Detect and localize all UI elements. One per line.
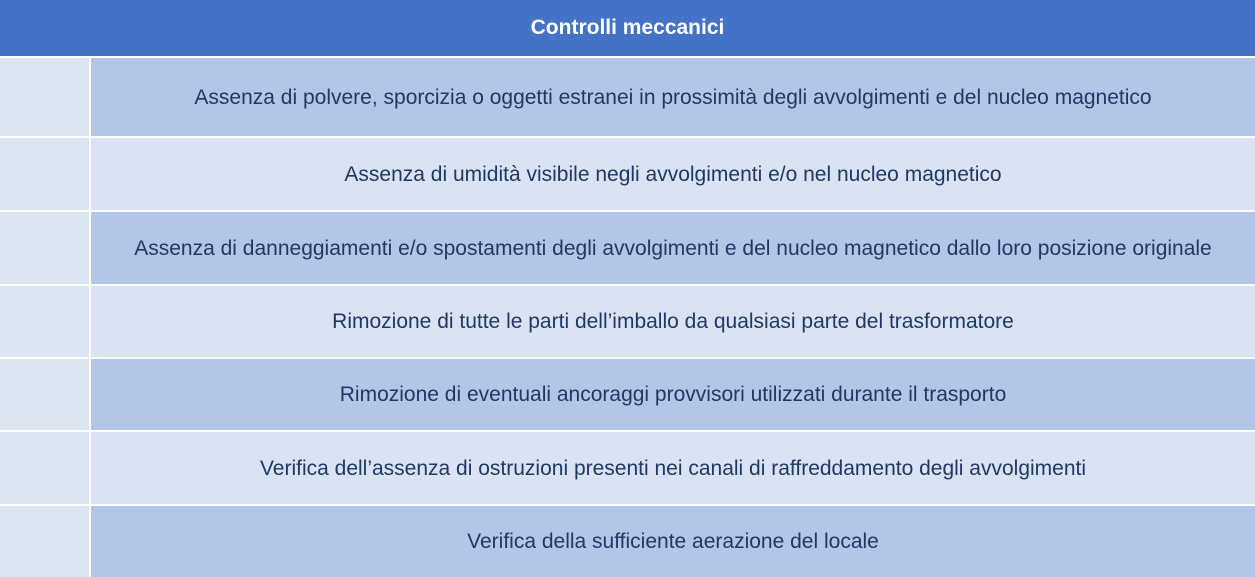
row-text: Rimozione di tutte le parti dell’imballo da qualsiasi parte del trasformatore [91,286,1255,357]
table-body [0,58,1255,577]
row-text: Verifica dell’assenza di ostruzioni presenti nei canali di raffreddamento degli avvolgimenti [91,432,1255,504]
table-row [0,432,1255,506]
row-text: Rimozione di eventuali ancoraggi provvisori utilizzati durante il trasporto [91,359,1255,430]
table-header [0,0,1255,58]
row-text: Assenza di umidità visibile negli avvolgimenti e/o nel nucleo magnetico [91,138,1255,210]
table-title: Controlli meccanici [530,16,725,39]
check-cell[interactable] [0,58,91,136]
table-row [0,506,1255,577]
table-row [0,138,1255,212]
check-cell[interactable] [0,138,91,210]
table-row [0,286,1255,359]
row-text: Verifica della sufficiente aerazione del locale [91,506,1255,577]
check-cell[interactable] [0,286,91,357]
table-row [0,212,1255,286]
table-row [0,58,1255,138]
table-row [0,359,1255,432]
check-cell[interactable] [0,212,91,284]
check-cell[interactable] [0,359,91,430]
row-text: Assenza di danneggiamenti e/o spostamenti degli avvolgimenti e del nucleo magnetico dallo loro posizione originale [91,212,1255,284]
row-text: Assenza di polvere, sporcizia o oggetti estranei in prossimità degli avvolgimenti e del nucleo magnetico [91,58,1255,136]
check-cell[interactable] [0,432,91,504]
check-cell[interactable] [0,506,91,577]
